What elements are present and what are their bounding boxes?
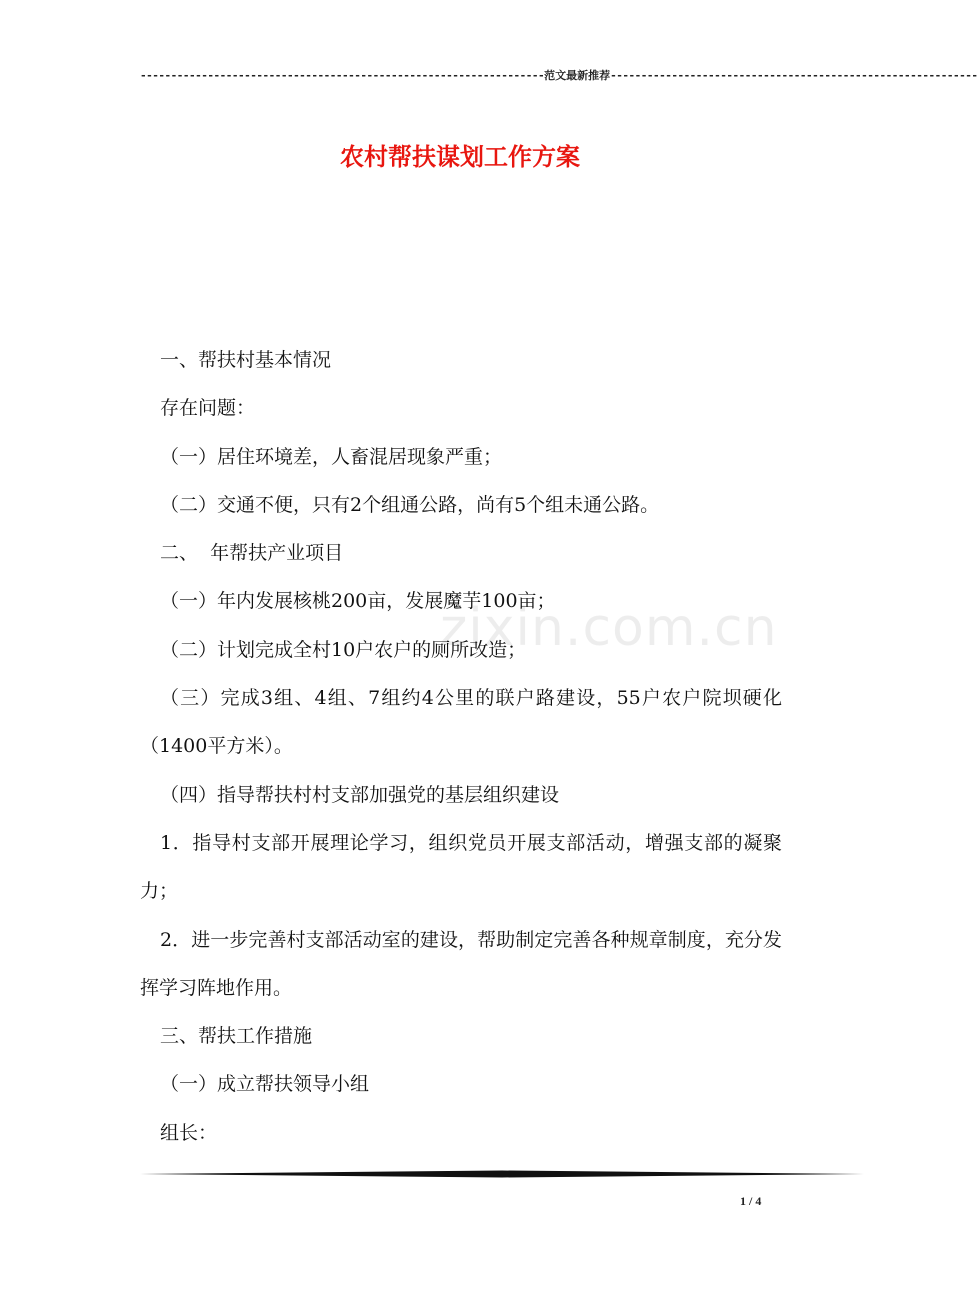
header-dashes-right: ------------------------------------------------------------ <box>610 69 977 82</box>
paragraph: （一）居住环境差，人畜混居现象严重； <box>160 445 503 468</box>
paragraph: 组长： <box>160 1121 218 1144</box>
paragraph: 存在问题： <box>160 397 256 420</box>
paragraph: 1．指导村支部开展理论学习，组织党员开展支部活动，增强支部的凝聚力； <box>140 831 782 903</box>
paragraph: （四）指导帮扶村村支部加强党的基层组织建设 <box>160 783 560 806</box>
header-label: 范文最新推荐 <box>544 69 611 82</box>
section-heading-3: 三、帮扶工作措施 <box>160 1025 313 1048</box>
section-heading-1: 一、帮扶村基本情况 <box>160 349 332 371</box>
paragraph: 2．进一步完善村支部活动室的建设，帮助制定完善各种规章制度，充分发挥学习阵地作用。 <box>140 928 782 999</box>
footer-divider <box>140 1170 864 1178</box>
document-body <box>140 336 782 1157</box>
document-title: 农村帮扶谋划工作方案 <box>340 142 580 172</box>
page-number: 1 / 4 <box>740 1194 762 1208</box>
paragraph: （一）年内发展核桃200亩，发展魔芋100亩； <box>160 590 556 613</box>
section-heading-2: 二、 年帮扶产业项目 <box>160 542 344 565</box>
header-dashes-left: ------------------------------------------------------------------ <box>140 69 545 82</box>
paragraph: （三）完成3组、4组、7组约4公里的联户路建设，55户农户院坝硬化（1400平方米）。 <box>140 687 782 758</box>
paragraph: （二）计划完成全村10户农户的厕所改造； <box>160 638 527 661</box>
watermark: zixin.com.cn <box>440 598 778 658</box>
header-rule <box>140 68 977 84</box>
paragraph: （二）交通不便，只有2个组通公路，尚有5个组未通公路。 <box>160 493 660 516</box>
paragraph: （一）成立帮扶领导小组 <box>160 1073 370 1096</box>
